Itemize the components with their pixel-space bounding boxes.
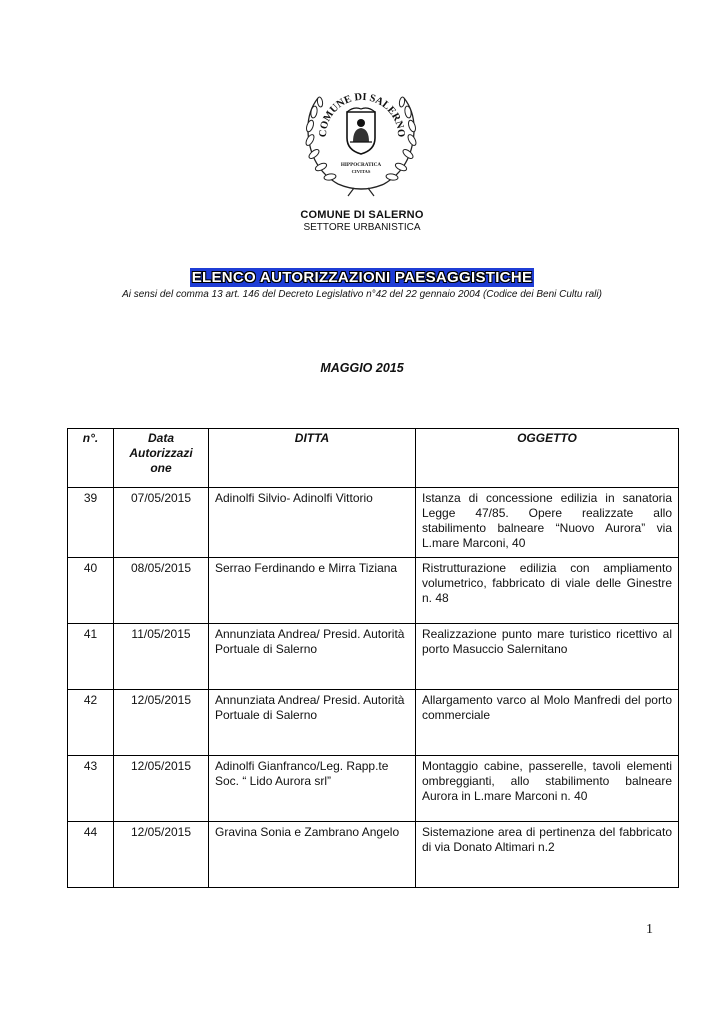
row-ditta: Annunziata Andrea/ Presid. Autorità Portuale di Salerno xyxy=(209,624,416,690)
row-date: 12/05/2015 xyxy=(114,756,209,822)
row-num: 43 xyxy=(68,756,114,822)
row-ditta: Serrao Ferdinando e Mirra Tiziana xyxy=(209,558,416,624)
row-ditta: Gravina Sonia e Zambrano Angelo xyxy=(209,822,416,888)
organization-name: COMUNE DI SALERNO xyxy=(300,209,424,221)
table-row xyxy=(68,624,679,690)
row-ditta: Adinolfi Silvio- Adinolfi Vittorio xyxy=(209,488,416,558)
row-oggetto: Ristrutturazione edilizia con ampliamento volumetrico, fabbricato di viale delle Ginestre n. 48 xyxy=(416,558,679,624)
row-ditta: Annunziata Andrea/ Presid. Autorità Portuale di Salerno xyxy=(209,690,416,756)
table-row xyxy=(68,690,679,756)
row-num: 44 xyxy=(68,822,114,888)
row-ditta: Adinolfi Gianfranco/Leg. Rapp.te Soc. “ Lido Aurora srl” xyxy=(209,756,416,822)
document-subtitle: Ai sensi del comma 13 art. 146 del Decreto Legislativo n°42 del 22 gennaio 2004 (Codice dei Beni Cultu rali) xyxy=(122,289,602,300)
table-row xyxy=(68,488,679,558)
seal-arc-text: COMUNE DI SALERNO xyxy=(317,91,407,138)
row-date: 12/05/2015 xyxy=(114,690,209,756)
document-title-wrapper xyxy=(0,268,724,287)
header-num: n°. xyxy=(68,429,114,488)
table-header-row xyxy=(68,429,679,488)
row-date: 12/05/2015 xyxy=(114,822,209,888)
table-row xyxy=(68,756,679,822)
row-num: 42 xyxy=(68,690,114,756)
table-row xyxy=(68,822,679,888)
row-date: 11/05/2015 xyxy=(114,624,209,690)
city-seal-logo xyxy=(298,76,424,198)
row-oggetto: Allargamento varco al Molo Manfredi del porto commerciale xyxy=(416,690,679,756)
seal-motto-line2: CIVITAS xyxy=(351,169,371,174)
header-oggetto: OGGETTO xyxy=(416,429,679,488)
row-date: 07/05/2015 xyxy=(114,488,209,558)
row-num: 40 xyxy=(68,558,114,624)
document-title: ELENCO AUTORIZZAZIONI PAESAGGISTICHE xyxy=(191,269,533,286)
table-row xyxy=(68,558,679,624)
row-date: 08/05/2015 xyxy=(114,558,209,624)
department-name: SETTORE URBANISTICA xyxy=(303,222,421,233)
authorizations-table xyxy=(67,428,679,888)
period-label: MAGGIO 2015 xyxy=(320,361,404,375)
header-ditta: DITTA xyxy=(209,429,416,488)
page-number: 1 xyxy=(646,922,653,937)
seal-motto-line1: HIPPOCRATICA xyxy=(340,162,382,168)
row-oggetto: Montaggio cabine, passerelle, tavoli elementi ombreggianti, allo stabilimento balneare Aurora in L.mare Marconi n. 40 xyxy=(416,756,679,822)
row-oggetto: Realizzazione punto mare turistico ricettivo al porto Masuccio Salernitano xyxy=(416,624,679,690)
row-oggetto: Sistemazione area di pertinenza del fabbricato di via Donato Altimari n.2 xyxy=(416,822,679,888)
shield-icon xyxy=(347,108,375,154)
row-oggetto: Istanza di concessione edilizia in sanatoria Legge 47/85. Opere realizzate allo stabilimento balneare “Nuovo Aurora” via L.mare Marconi, 40 xyxy=(416,488,679,558)
row-num: 41 xyxy=(68,624,114,690)
header-date: Data Autorizzazi one xyxy=(114,429,209,488)
row-num: 39 xyxy=(68,488,114,558)
